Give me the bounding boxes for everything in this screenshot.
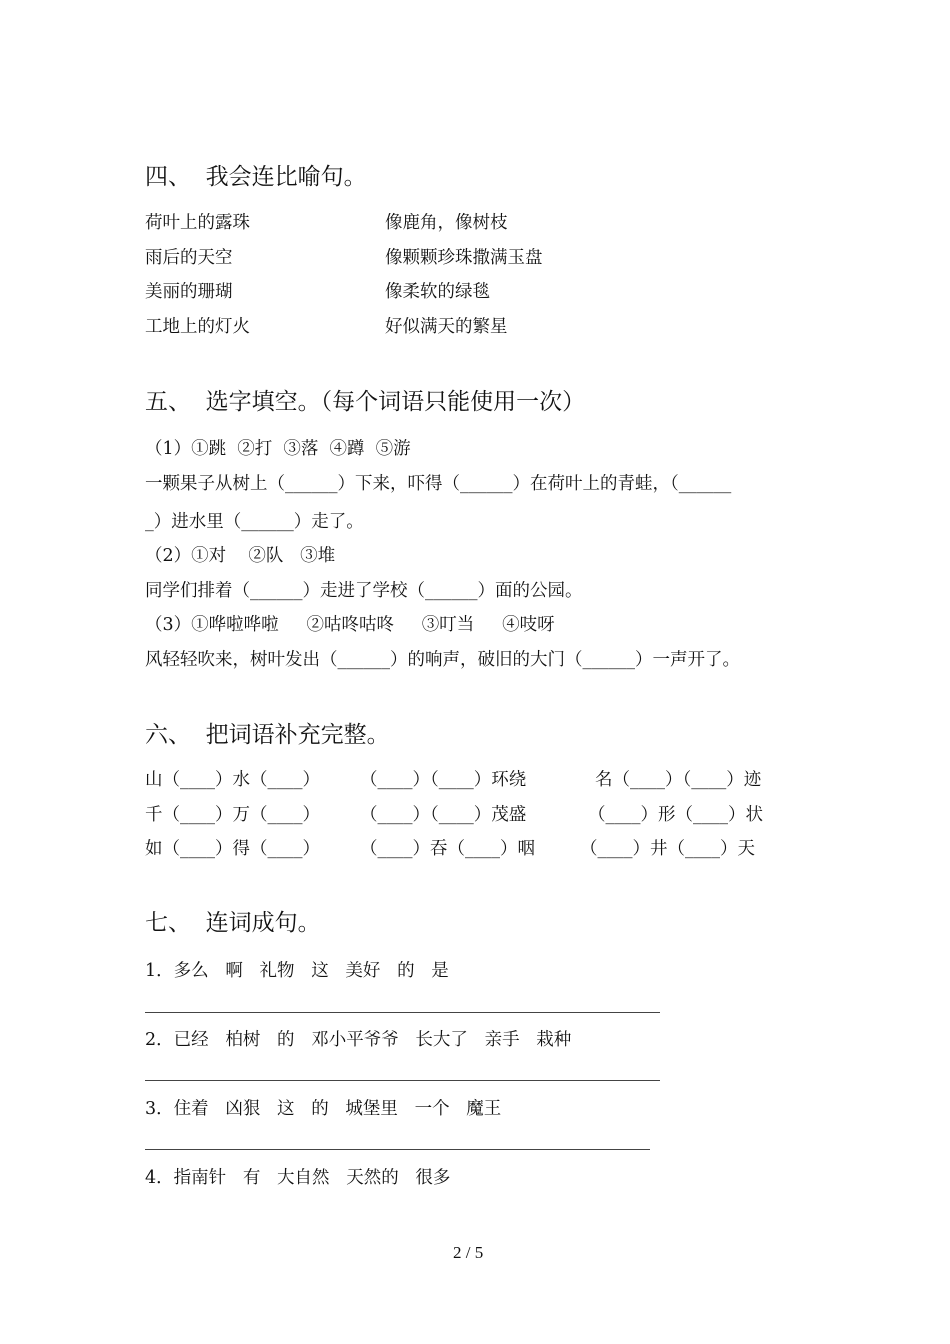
sentence-item-3: 3．住着 凶狠 这 的 城堡里 一个 魔王 [145,1099,502,1119]
section7-heading: 七、 连词成句。 [145,910,321,936]
fill-options-3: （3）①哗啦哗啦 ②咕咚咕咚 ③叮当 ④吱呀 [145,615,555,635]
fill-options-2: （2）①对 ②队 ③堆 [145,546,336,566]
fill-sentence-1: 一颗果子从树上（______）下来，吓得（______）在荷叶上的青蛙，（______ [145,474,732,494]
match-right-3: 像柔软的绿毯 [385,282,490,302]
word-fill-r3c3: （____）井（____）天 [580,839,755,859]
match-left-2: 雨后的天空 [145,248,233,268]
match-left-3: 美丽的珊瑚 [145,282,233,302]
word-fill-r1c3: 名（____）（____）迹 [595,770,762,790]
answer-line-3 [145,1149,650,1150]
word-fill-r2c1: 千（____）万（____） [145,805,320,825]
word-fill-r1c2: （____）（____）环绕 [360,770,527,790]
answer-line-2 [145,1080,660,1081]
match-left-1: 荷叶上的露珠 [145,213,250,233]
sentence-item-1: 1．多么 啊 礼物 这 美好 的 是 [145,961,449,981]
word-fill-r1c1: 山（____）水（____） [145,770,320,790]
match-right-4: 好似满天的繁星 [385,317,508,337]
fill-sentence-3: 风轻轻吹来，树叶发出（______）的响声，破旧的大门（______）一声开了。 [145,650,740,670]
word-fill-r2c2: （____）（____）茂盛 [360,805,527,825]
sentence-item-2: 2．已经 柏树 的 邓小平爷爷 长大了 亲手 栽种 [145,1030,572,1050]
match-right-2: 像颗颗珍珠撒满玉盘 [385,248,543,268]
sentence-item-4: 4．指南针 有 大自然 天然的 很多 [145,1168,451,1188]
section5-heading: 五、 选字填空。（每个词语只能使用一次） [145,389,586,415]
word-fill-r2c3: （____）形（____）状 [588,805,763,825]
match-left-4: 工地上的灯火 [145,317,250,337]
page-number: 2 / 5 [453,1243,484,1262]
section4-heading: 四、 我会连比喻句。 [145,164,367,190]
answer-line-1 [145,1012,660,1013]
section6-heading: 六、 把词语补充完整。 [145,722,390,748]
fill-options-1: （1）①跳 ②打 ③落 ④蹲 ⑤游 [145,439,411,459]
word-fill-r3c2: （____）吞（____）咽 [360,839,535,859]
fill-sentence-1-cont: _）进水里（______）走了。 [145,512,364,532]
fill-sentence-2: 同学们排着（______）走进了学校（______）面的公园。 [145,581,583,601]
match-right-1: 像鹿角，像树枝 [385,213,508,233]
word-fill-r3c1: 如（____）得（____） [145,839,320,859]
